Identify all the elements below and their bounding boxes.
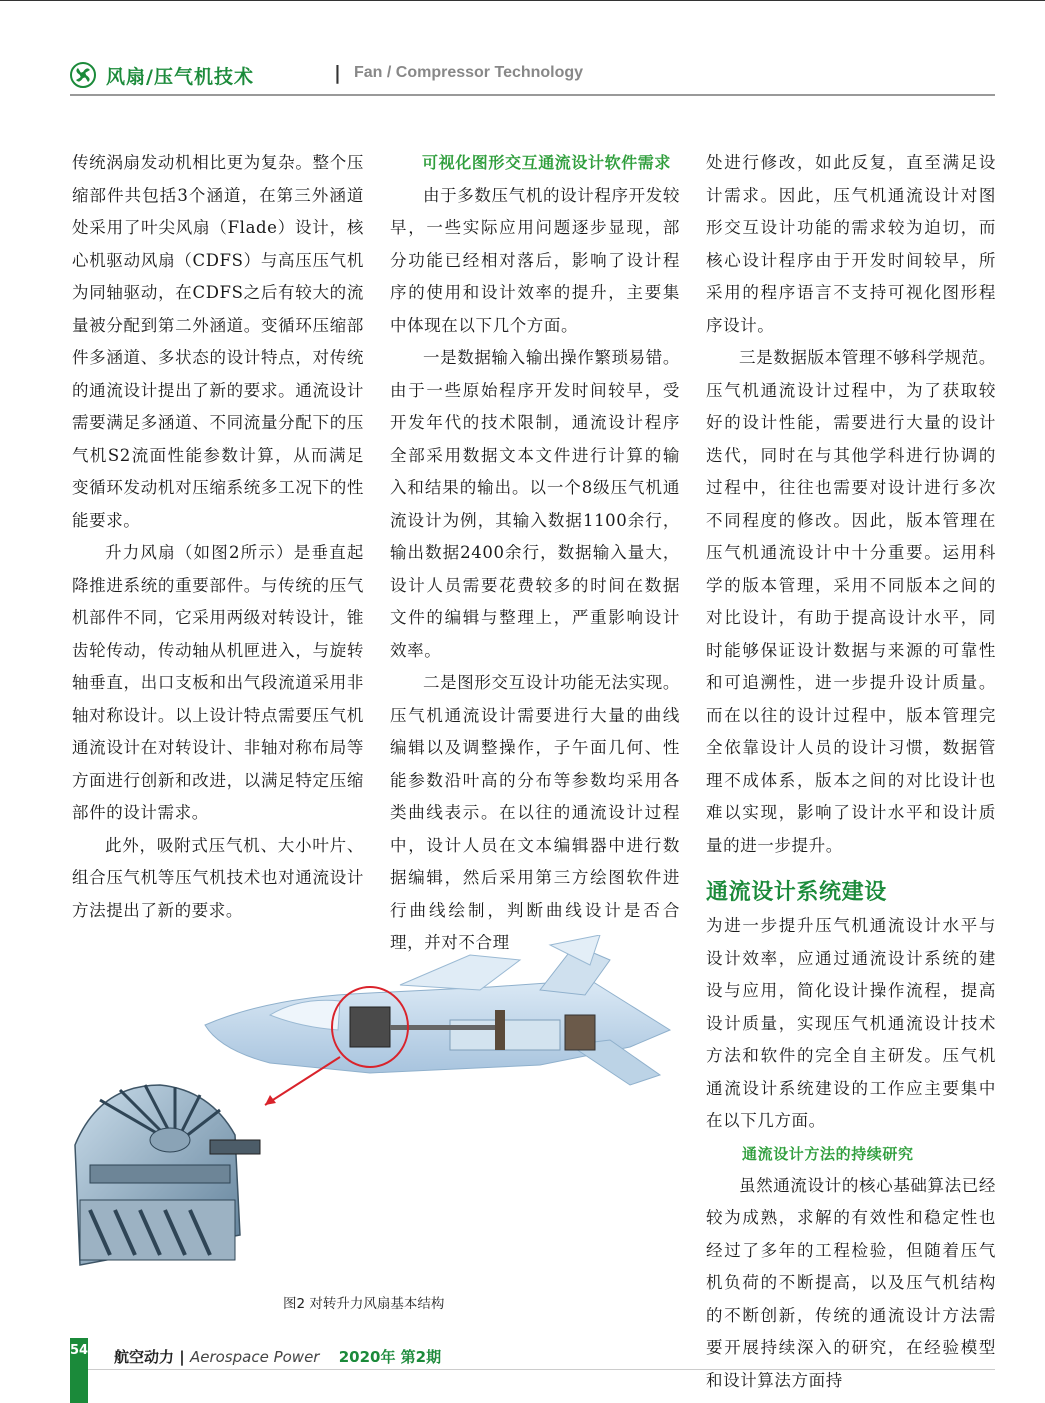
column-3 — [706, 147, 996, 1397]
aircraft-illustration — [205, 935, 670, 1085]
section-heading: 通流设计系统建设 — [706, 880, 887, 905]
paragraph: 虽然通流设计的核心基础算法已经较为成熟，求解的有效性和稳定性也经过了多年的工程检验，但随着压气机负荷的不断提高，以及压气机结构的不断创新，传统的通流设计方法需要开展持续深入的研究，在经验模型和设计算法方面持 — [706, 1175, 996, 1390]
paragraph: 为进一步提升压气机通流设计水平与设计效率，应通过通流设计系统的建设与应用，简化设计操作流程，提高设计质量，实现压气机通流设计技术方法和软件的完全自主研发。压气机通流设计系统建设的工作应主要集中在以下几方面。 — [706, 916, 996, 1130]
lift-fan-cutaway-illustration — [75, 1085, 260, 1265]
footer-journal — [114, 1346, 441, 1367]
top-border-line — [0, 0, 1045, 1]
paragraph: 此外，吸附式压气机、大小叶片、组合压气机等压气机技术也对通流设计方法提出了新的要求。 — [72, 835, 364, 920]
column-2 — [390, 147, 680, 960]
header-divider: | — [334, 62, 341, 84]
journal-name-en: Aerospace Power — [189, 1348, 320, 1366]
paragraph: 传统涡扇发动机相比更为复杂。整个压缩部件共包括3个涵道，在第三外涵道处采用了叶尖风扇（Flade）设计，核心机驱动风扇（CDFS）与高压压气机为同轴驱动，在CDFS之后有较大的流量被分配到第二外涵道。变循环压缩部件多涵道、多状态的设计特点，对传统的通流设计提出了新的要求。通流设计需要满足多涵道、不同流量分配下的压气机S2流面性能参数计算，从而满足变循环发动机对压缩系统多工况下的性能要求。 — [72, 153, 364, 530]
fan-logo-icon — [70, 62, 96, 88]
issue-label: 2020年 第2期 — [338, 1348, 442, 1366]
journal-bar: | — [179, 1348, 185, 1366]
paragraph: 升力风扇（如图2所示）是垂直起降推进系统的重要部件。与传统的压气机部件不同，它采用两级对转设计，锥齿轮传动，传动轴从机匣进入，与旋转轴垂直，出口支板和出气段流道采用非轴对称设计。以上设计特点需要压气机通流设计在对转设计、非轴对称布局等方面进行创新和改进，以满足特定压缩部件的设计需求。 — [72, 543, 364, 822]
subheading-method-research: 通流设计方法的持续研究 — [742, 1144, 914, 1163]
subheading-visual-software: 可视化图形交互通流设计软件需求 — [422, 153, 672, 172]
lift-fan-figure — [70, 935, 680, 1280]
running-header — [70, 58, 995, 92]
header-title-en: Fan / Compressor Technology — [354, 64, 584, 81]
paragraph: 一是数据输入输出操作繁琐易错。由于一些原始程序开发时间较早，受开发年代的技术限制，通流设计程序全部采用数据文本文件进行计算的输入和结果的输出。以一个8级压气机通流设计为例，其输入数据1100余行，输出数据2400余行，数据输入量大，设计人员需要花费较多的时间在数据文件的编辑与整理上，严重影响设计效率。 — [390, 348, 680, 660]
header-rule — [70, 94, 995, 96]
paragraph: 处进行修改，如此反复，直至满足设计需求。因此，压气机通流设计对图形交互设计功能的需求较为迫切，而核心设计程序由于开发时间较早，所采用的程序语言不支持可视化图形程序设计。 — [706, 153, 996, 335]
paragraph: 三是数据版本管理不够科学规范。压气机通流设计过程中，为了获取较好的设计性能，需要进行大量的设计迭代，同时在与其他学科进行协调的过程中，往往也需要对设计进行多次不同程度的修改。因此，版本管理在压气机通流设计中十分重要。运用科学的版本管理，采用不同版本之间的对比设计，有助于提高设计水平，同时能够保证设计数据与来源的可靠性和可追溯性，进一步提升设计质量。而在以往的设计过程中，版本管理完全依靠设计人员的设计习惯，数据管理不成体系，版本之间的对比设计也难以实现，影响了设计水平和设计质量的进一步提升。 — [706, 348, 996, 855]
figure-caption: 图2 对转升力风扇基本结构 — [283, 1296, 445, 1312]
paragraph: 由于多数压气机的设计程序开发较早，一些实际应用问题逐步显现，部分功能已经相对落后，影响了设计程序的使用和设计效率的提升，主要集中体现在以下几个方面。 — [390, 185, 680, 335]
page-number: 54 — [70, 1343, 89, 1358]
header-title-cn: 风扇/压气机技术 — [106, 66, 254, 88]
column-1 — [72, 147, 364, 927]
footer-rule — [88, 1369, 995, 1370]
journal-name-cn: 航空动力 — [114, 1348, 175, 1366]
paragraph: 二是图形交互设计功能无法实现。压气机通流设计需要进行大量的曲线编辑以及调整操作，子午面几何、性能参数沿叶高的分布等参数均采用各类曲线表示。在以往的通流设计过程中，设计人员在文本编辑器中进行数据编辑，然后采用第三方绘图软件进行曲线绘制，判断曲线设计是否合理，并对不合理 — [390, 673, 680, 952]
